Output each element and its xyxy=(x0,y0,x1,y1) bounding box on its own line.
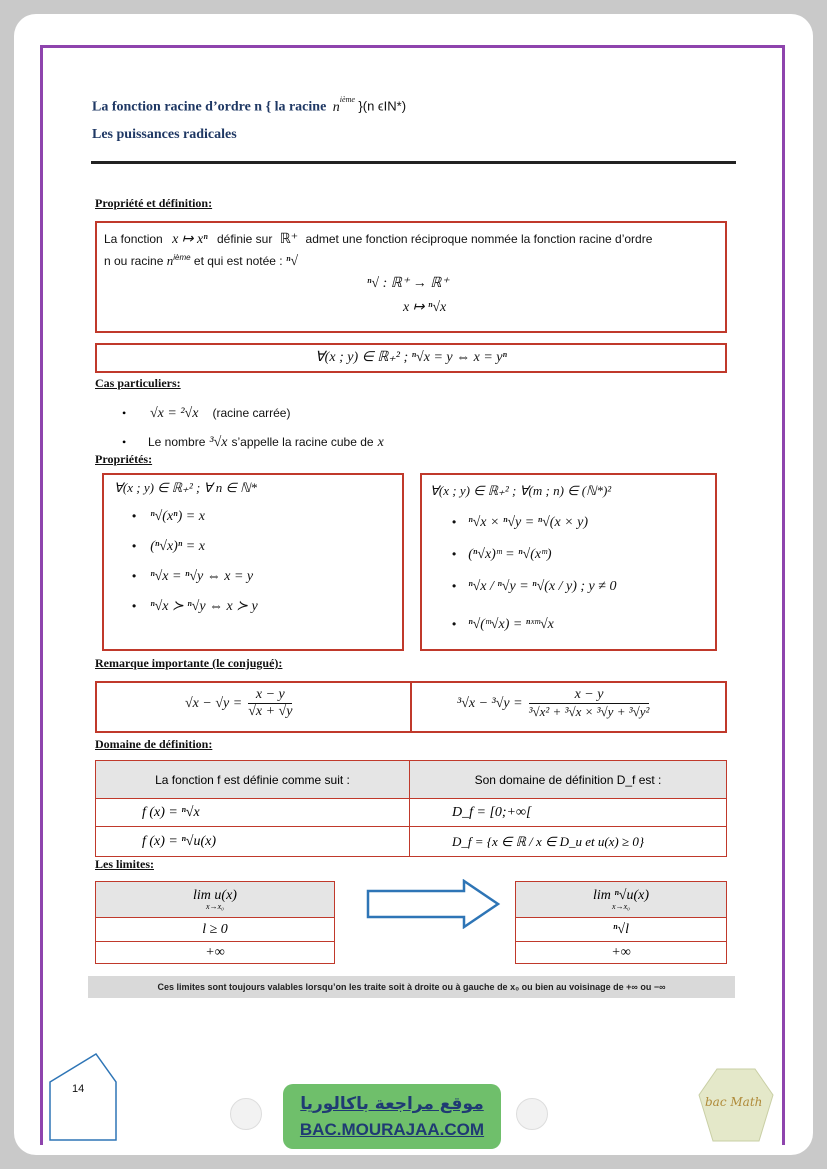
special-item2-var: x xyxy=(377,435,384,450)
bullet-icon: • xyxy=(122,435,127,449)
site-link[interactable]: BAC.MOURAJAA.COM xyxy=(299,1120,485,1139)
bullet-icon: • xyxy=(132,539,137,553)
special-item2-math: ³√x xyxy=(209,435,228,450)
list-item xyxy=(132,567,258,597)
def-text3: admet une fonction réciproque nommée la fonction racine d’ordre xyxy=(305,232,653,246)
site-logo-left-icon xyxy=(230,1098,262,1130)
page-number-badge xyxy=(48,1052,118,1142)
page-number: 14 xyxy=(72,1083,85,1095)
list-item xyxy=(132,597,258,627)
list-item xyxy=(452,615,616,645)
table-row xyxy=(96,827,727,857)
list-item xyxy=(452,577,616,615)
special-item1-math: √x = ²√x xyxy=(150,406,199,421)
list-item xyxy=(452,513,616,545)
prop-right-4: ⁿ√(ᵐ√x) = ⁿˣᵐ√x xyxy=(468,617,554,632)
table-row xyxy=(96,799,727,827)
definition-line1 xyxy=(104,231,652,248)
conj-right-num: x − y xyxy=(529,687,650,704)
def-text4-n: n xyxy=(166,253,174,268)
limits-right-row2: +∞ xyxy=(516,942,727,964)
properties-heading: Propriétés: xyxy=(95,452,153,466)
table-row xyxy=(96,942,335,964)
conj-right-lhs: ³√x − ³√y = xyxy=(457,695,523,711)
def-formula1: ⁿ√ : ℝ⁺ → ℝ⁺ xyxy=(367,276,449,291)
conj-left-num: x − y xyxy=(248,687,292,704)
limits-left-row1: l ≥ 0 xyxy=(96,918,335,942)
title-sup: ième xyxy=(339,95,355,104)
conj-left-fraction xyxy=(248,687,292,720)
properties-right-header: ∀(x ; y) ∈ ℝ₊² ; ∀(m ; n) ∈ (ℕ*)² xyxy=(430,483,612,498)
limits-left-table xyxy=(95,881,335,964)
page-subtitle: Les puissances radicales xyxy=(92,127,237,142)
bullet-icon: • xyxy=(132,599,137,613)
domain-table xyxy=(95,760,727,857)
def-text2: définie sur xyxy=(216,232,273,246)
domain-row1-d: D_f = [0;+∞[ xyxy=(410,799,727,827)
properties-right-list xyxy=(452,513,616,645)
limits-right-table xyxy=(515,881,727,964)
limits-right-row1: ⁿ√l xyxy=(516,918,727,942)
prop-left-1: ⁿ√(xⁿ) = x xyxy=(150,509,205,524)
table-row xyxy=(96,761,727,799)
domain-row2-d: D_f = {x ∈ ℝ / x ∈ D_u et u(x) ≥ 0} xyxy=(410,827,727,857)
list-item xyxy=(452,545,616,577)
bullet-icon: • xyxy=(132,509,137,523)
limits-right-header-text: lim ⁿ√u(x) xyxy=(592,888,650,903)
special-item2-text1: Le nombre xyxy=(148,435,206,449)
site-logo-right-icon xyxy=(516,1098,548,1130)
prop-left-4: ⁿ√x ≻ ⁿ√y ⇔ x ≻ y xyxy=(150,599,258,614)
domain-heading: Domaine de définition: xyxy=(95,737,213,751)
bullet-icon: • xyxy=(452,515,457,529)
special-heading: Cas particuliers: xyxy=(95,376,181,390)
prop-right-3: ⁿ√x / ⁿ√y = ⁿ√(x / y) ; y ≠ 0 xyxy=(468,579,617,594)
definition-line2 xyxy=(104,253,298,270)
def-domain: ℝ⁺ xyxy=(279,232,299,247)
def-map: x ↦ xⁿ xyxy=(172,232,208,247)
domain-row1-f: f (x) = ⁿ√x xyxy=(96,799,410,827)
conj-right-den: ³√x² + ³√x × ³√y + ³√y² xyxy=(528,704,650,719)
table-row xyxy=(516,942,727,964)
definition-heading: Propriété et définition: xyxy=(95,196,213,210)
limits-left-sub: x→x₀ xyxy=(206,902,224,911)
special-item2-text2: s’appelle la racine cube de xyxy=(231,435,374,449)
prop-left-3: ⁿ√x = ⁿ√y ⇔ x = y xyxy=(150,569,254,584)
def-text1: La fonction xyxy=(104,232,163,246)
conj-left-lhs: √x − √y = xyxy=(185,695,243,711)
bullet-icon: • xyxy=(122,406,127,420)
limits-left-header xyxy=(96,882,335,918)
prop-right-2: (ⁿ√x)ᵐ = ⁿ√(xᵐ) xyxy=(468,547,552,562)
table-row xyxy=(516,882,727,918)
special-item-2 xyxy=(122,433,384,451)
limits-right-header xyxy=(516,882,727,918)
def-formula2: x ↦ ⁿ√x xyxy=(403,300,447,315)
table-row xyxy=(96,882,335,918)
def-notation: ⁿ√ xyxy=(285,254,299,269)
prop-left-2: (ⁿ√x)ⁿ = x xyxy=(150,539,205,554)
definition-box xyxy=(95,221,727,333)
bullet-icon: • xyxy=(452,579,457,593)
title-divider xyxy=(91,161,736,164)
table-row xyxy=(96,918,335,942)
equivalence-box xyxy=(95,343,727,373)
list-item xyxy=(132,537,258,567)
bullet-icon: • xyxy=(132,569,137,583)
bullet-icon: • xyxy=(452,547,457,561)
conjugate-right xyxy=(457,687,649,720)
table-row xyxy=(516,918,727,942)
site-arabic-name[interactable]: موقع مراجعة باكالوريا xyxy=(300,1094,484,1114)
title-text: La fonction racine d’ordre n { la racine xyxy=(92,99,327,115)
page-title xyxy=(92,95,407,116)
arrow-right-icon xyxy=(366,879,501,929)
equivalence-formula: ∀(x ; y) ∈ ℝ₊² ; ⁿ√x = y ⇔ x = yⁿ xyxy=(315,350,507,365)
conjugate-divider xyxy=(410,683,412,731)
properties-left-box xyxy=(102,473,404,651)
conj-left-den: √x + √y xyxy=(248,704,293,719)
site-banner[interactable] xyxy=(283,1084,501,1149)
limits-left-row2: +∞ xyxy=(96,942,335,964)
limits-note: Ces limites sont toujours valables lorsqu’on les traite soit à droite ou à gauche de x₀ ou bien au voisinage de +∞ ou −∞ xyxy=(88,976,735,998)
title-n: n xyxy=(332,99,340,115)
domain-col2-header: Son domaine de définition D_f est : xyxy=(410,761,727,799)
conjugate-heading: Remarque importante (le conjugué): xyxy=(95,656,283,670)
properties-left-header: ∀(x ; y) ∈ ℝ₊² ; ∀ n ∈ ℕ* xyxy=(114,480,258,495)
special-item1-text: (racine carrée) xyxy=(212,406,291,420)
properties-right-box xyxy=(420,473,717,651)
def-text4-sup: ième xyxy=(173,253,191,262)
bacmath-logo-text: bac Math xyxy=(705,1095,763,1109)
conjugate-box xyxy=(95,681,727,733)
list-item xyxy=(132,507,258,537)
conjugate-left xyxy=(185,687,292,720)
domain-col1-header: La fonction f est définie comme suit : xyxy=(96,761,410,799)
def-text4: n ou racine xyxy=(104,254,164,268)
domain-row2-f: f (x) = ⁿ√u(x) xyxy=(96,827,410,857)
def-text5: et qui est notée : xyxy=(193,254,283,268)
limits-left-header-text: lim u(x) xyxy=(193,888,237,903)
title-end: }(n ϵIN*) xyxy=(358,98,407,114)
prop-right-1: ⁿ√x × ⁿ√y = ⁿ√(x × y) xyxy=(468,515,589,530)
special-item-1 xyxy=(122,404,291,422)
conj-right-fraction xyxy=(529,687,650,720)
bullet-icon: • xyxy=(452,617,457,631)
limits-heading: Les limites: xyxy=(95,857,154,871)
properties-left-list xyxy=(132,507,258,627)
limits-right-sub: x→x₀ xyxy=(612,902,630,911)
